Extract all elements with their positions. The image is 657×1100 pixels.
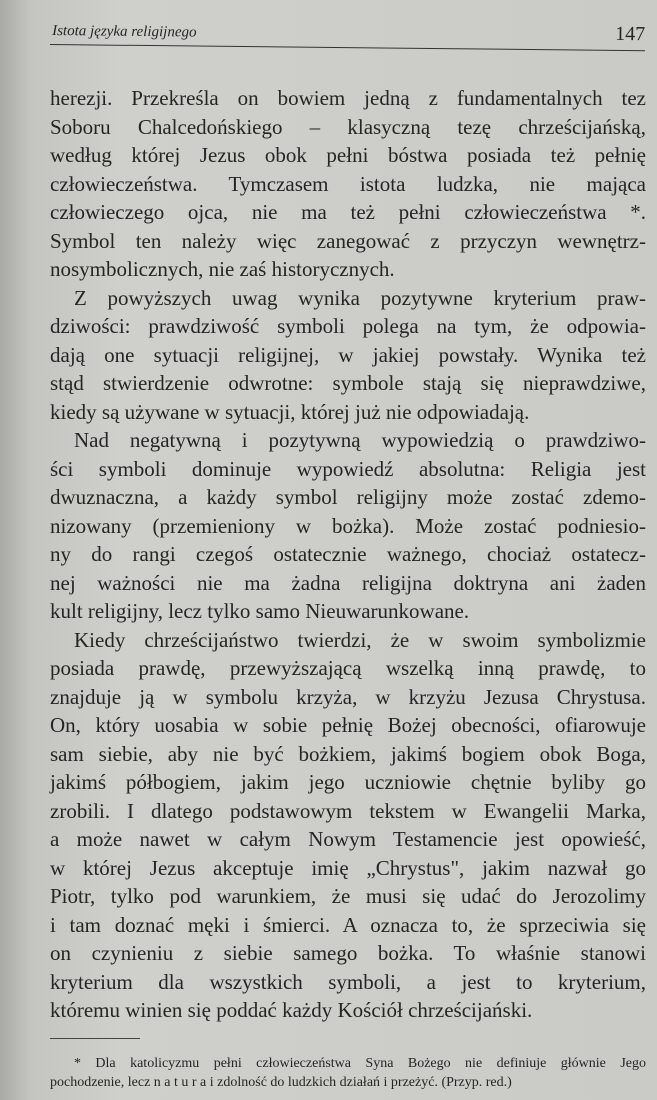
text-line: posiada prawdę, przewyższającą wszelką inną prawdę, to [50,656,646,680]
text-line: według której Jezus obok pełni bóstwa posiada też pełnię [50,143,646,167]
text-line: Kiedy chrześcijaństwo twierdzi, że w swoim symbolizmie [74,627,646,652]
text-line: Nad negatywną i pozytywną wypowiedzią o prawdziwo- [74,428,646,452]
text-line: dwuznaczna, a każdy symbol religijny może zostać zdemo- [50,485,646,509]
text-line: a może nawet w całym Nowym Testamencie jest opowieść, [50,827,646,851]
text-line: ści symboli dominuje wypowiedź absolutna: Religia jest [50,456,646,481]
text-line: nej ważności nie ma żadna religijna doktryna ani żaden [50,570,646,595]
paragraph [50,84,646,284]
text-line: zrobili. I dlatego podstawowym tekstem w Ewangelii Marka, [50,798,646,823]
text-line: w której Jezus akceptuje imię „Chrystus", jakim nazwał go [50,855,646,880]
text-line: i tam doznać męki i śmierci. A oznacza to, że sprzeciwia się [50,912,646,937]
text-line: człowieczego ojca, nie ma też pełni człowieczeństwa *. [50,200,646,224]
text-line: Piotr, tylko pod warunkiem, że musi się udać do Jerozolimy [50,884,646,908]
paragraph [50,284,646,427]
page-number: 147 [615,22,646,46]
text-line: dziwości: prawdziwość symboli polega na tym, że odpowia- [50,314,646,338]
text-line: jakimś półbogiem, jakim jego uczniowie chętnie byliby go [50,770,646,794]
text-line: ny do rangi czegoś ostatecznie ważnego, chociaż ostatecz- [50,542,646,566]
text-line: herezji. Przekreśla on bowiem jedną z fundamentalnych tez [50,86,646,110]
body-text [50,84,646,1025]
footnote [50,1054,646,1092]
footnote-divider [50,1038,140,1039]
text-line: Soboru Chalcedońskiego – klasyczną tezę chrześcijańską, [50,114,646,139]
text-line: nizowany (przemieniony w bożka). Może zostać podniesio- [50,513,646,538]
text-line: Symbol ten należy więc zanegować z przyczyn wewnętrz- [50,228,646,253]
footnote-line: * Dla katolicyzmu pełni człowieczeństwa Syna Bożego nie definiuje głównie Jego [74,1056,646,1071]
text-line: kryterium dla wszystkich symboli, a jest to kryterium, [50,969,646,994]
text-line: nosymbolicznych, nie zaś historycznych. [50,257,395,281]
paragraph [50,426,646,626]
text-line: znajduje ją w symbolu krzyża, w krzyżu Jezusa Chrystusa. [50,684,646,709]
text-line: on czynieniu z siebie samego bożka. To właśnie stanowi [50,941,646,965]
text-line: stąd stwierdzenie odwrotne: symbole stają się nieprawdziwe, [50,371,646,395]
text-line: któremu winien się poddać każdy Kościół chrześcijański. [50,998,533,1022]
page-header [50,10,645,51]
paragraph [50,626,646,1025]
footnote-line: pochodzenie, lecz n a t u r a i zdolność do ludzkich działań i przeżyć. (Przyp. red.) [50,1075,512,1090]
text-line: Z powyższych uwag wynika pozytywne kryterium praw- [74,285,646,310]
text-line: człowieczeństwa. Tymczasem istota ludzka, nie mająca [50,171,646,196]
text-line: sam siebie, aby nie być bożkiem, jakimś bogiem obok Boga, [50,741,646,766]
text-line: dają one sytuacji religijnej, w jakiej powstały. Wynika też [50,342,646,367]
running-title: Istota języka religijnego [52,23,197,41]
text-line: kult religijny, lecz tylko samo Nieuwarunkowane. [50,599,470,623]
text-line: kiedy są używane w sytuacji, której już nie odpowiadają. [50,399,530,424]
text-line: On, który uosabia w sobie pełnię Bożej obecności, ofiarowuje [50,713,646,737]
